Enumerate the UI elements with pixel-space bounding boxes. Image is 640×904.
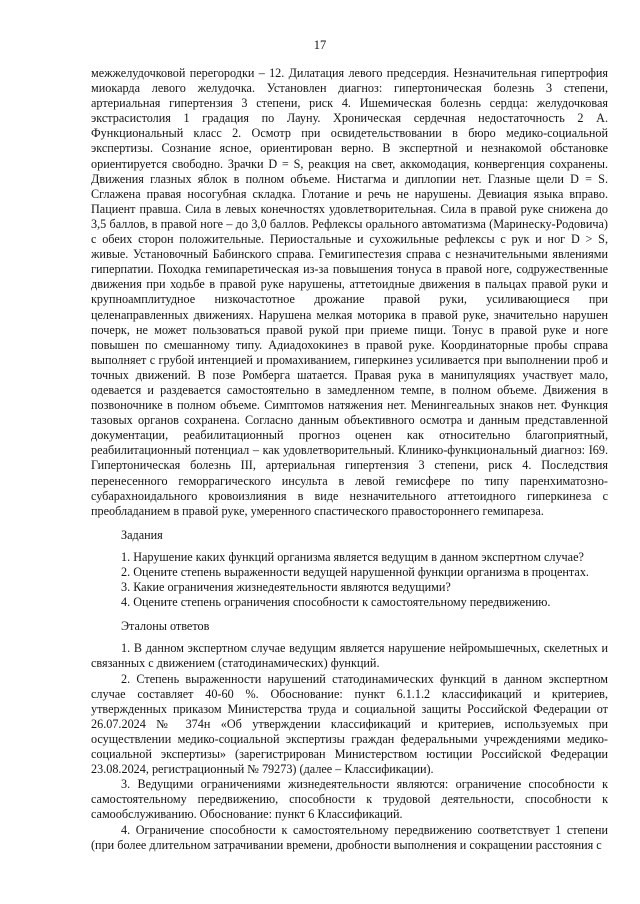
answer-item-1: 1. В данном экспертном случае ведущим является нарушение нейромышечных, скелетных и связанных с движением (статодинамических) функций. [91, 641, 608, 671]
case-description: межжелудочковой перегородки – 12. Дилатация левого предсердия. Незначительная гипертрофия миокарда левого желудочка. Установлен диагноз: гипертоническая болезнь 3 степени, артериальная гипертензия 3 степени, риск 4. Ишемическая болезнь сердца: желудочковая экстрасистолия 1 градация по Лауну. Хроническая сердечная недостаточность 2 А. Функциональный класс 2. Осмотр при освидетельствовании в бюро медико-социальной экспертизы. Сознание ясное, ориентирован верно. В экспертной и незнакомой обстановке ориентируется свободно. Зрачки D = S, реакция на свет, аккомодация, конвергенция сохранены. Движения глазных яблок в полном объеме. Нистагма и диплопии нет. Глазные щели D = S. Сглажена правая носогубная складка. Глотание и речь не нарушены. Девиация языка вправо. Пациент правша. Сила в левых конечностях удовлетворительная. Сила в правой руке снижена до 3,5 баллов, в правой ноге – до 3,0 баллов. Рефлексы орального автоматизма (Маринеску-Родовича) с обеих сторон положительные. Периостальные и сухожильные рефлексы с рук и ног D > S, живые. Установочный Бабинского справа. Гемигипестезия справа с незначительными явлениями гиперпатии. Походка гемипаретическая из-за повышения тонуса в правой ноге, содружественные движения при ходьбе в правой руке нарушены, аттетоидные движения в пальцах правой руки и крупноамплитудное низкочастотное дрожание правой руки, усиливающиеся при целенаправленных движениях. Нарушена мелкая моторика в правой руке, значительно нарушен почерк, не может пользоваться правой рукой при приеме пищи. Тонус в правой руке и ноге повышен по смешанному типу. Адиадохокинез в правой руке. Координаторные пробы справа выполняет с грубой интенцией и промахиванием, гиперкинез усиливается при выполнении проб и точных движений. В позе Ромберга шатается. Правая рука в манипуляциях участвует мало, одевается и раздевается самостоятельно в замедленном темпе, в полном объеме. Движения в позвоночнике в полном объеме. Симптомов натяжения нет. Менингеальных знаков нет. Функция тазовых органов сохранена. Согласно данным объективного осмотра и данным представленной документации, реабилитационный прогноз оценен как относительно благоприятный, реабилитационный потенциал – как удовлетворительный. Клинико-функциональный диагноз: I69. Гипертоническая болезнь III, артериальная гипертензия 3 степени, риск 4. Последствия перенесенного геморрагического инсульта в левой гемисфере по типу паренхиматозно-субарахноидального кровоизлияния в виде незначительного аттетоидного гиперкинеза с преобладанием в правой руке, умеренного спастического правостороннего гемипареза. [91, 66, 608, 518]
document-body [91, 66, 608, 853]
tasks-list [91, 550, 608, 610]
page-number: 17 [313, 38, 327, 52]
task-item-2: 2. Оцените степень выраженности ведущей нарушенной функции организма в процентах. [121, 565, 589, 579]
tasks-heading: Задания [121, 527, 163, 542]
task-item-4: 4. Оцените степень ограничения способности к самостоятельному передвижению. [121, 595, 551, 610]
task-item-3: 3. Какие ограничения жизнедеятельности являются ведущими? [121, 580, 451, 595]
task-item-1: 1. Нарушение каких функций организма является ведущим в данном экспертном случае? [121, 549, 584, 564]
answers-list [91, 641, 608, 852]
answer-item-2: 2. Степень выраженности нарушений статодинамических функций в данном экспертном случае составляет 40-60 %. Обоснование: пункт 6.1.1.2 классификаций и критериев, утвержденных приказом Министерства труда и социальной защиты Российской Федерации от 26.07.2024 № 374н «Об утверждении классификаций и критериев, используемых при осуществлении медико-социальной экспертизы граждан федеральными учреждениями медико-социальной экспертизы» (зарегистрирован Министерством юстиции Российской Федерации 23.08.2024, регистрационный № 79273) (далее – Классификации). [91, 671, 608, 777]
answer-item-3: 3. Ведущими ограничениями жизнедеятельности являются: ограничение способности к самостоятельному передвижению, способности к трудовой деятельности, способности к самообслуживанию. Обоснование: пункт 6 Классификаций. [91, 777, 608, 822]
answers-heading: Эталоны ответов [121, 619, 210, 634]
answer-item-4: 4. Ограничение способности к самостоятельному передвижению соответствует 1 степени (при более длительном затрачивании времени, дробности выполнения и сокращении расстояния с [91, 822, 608, 852]
